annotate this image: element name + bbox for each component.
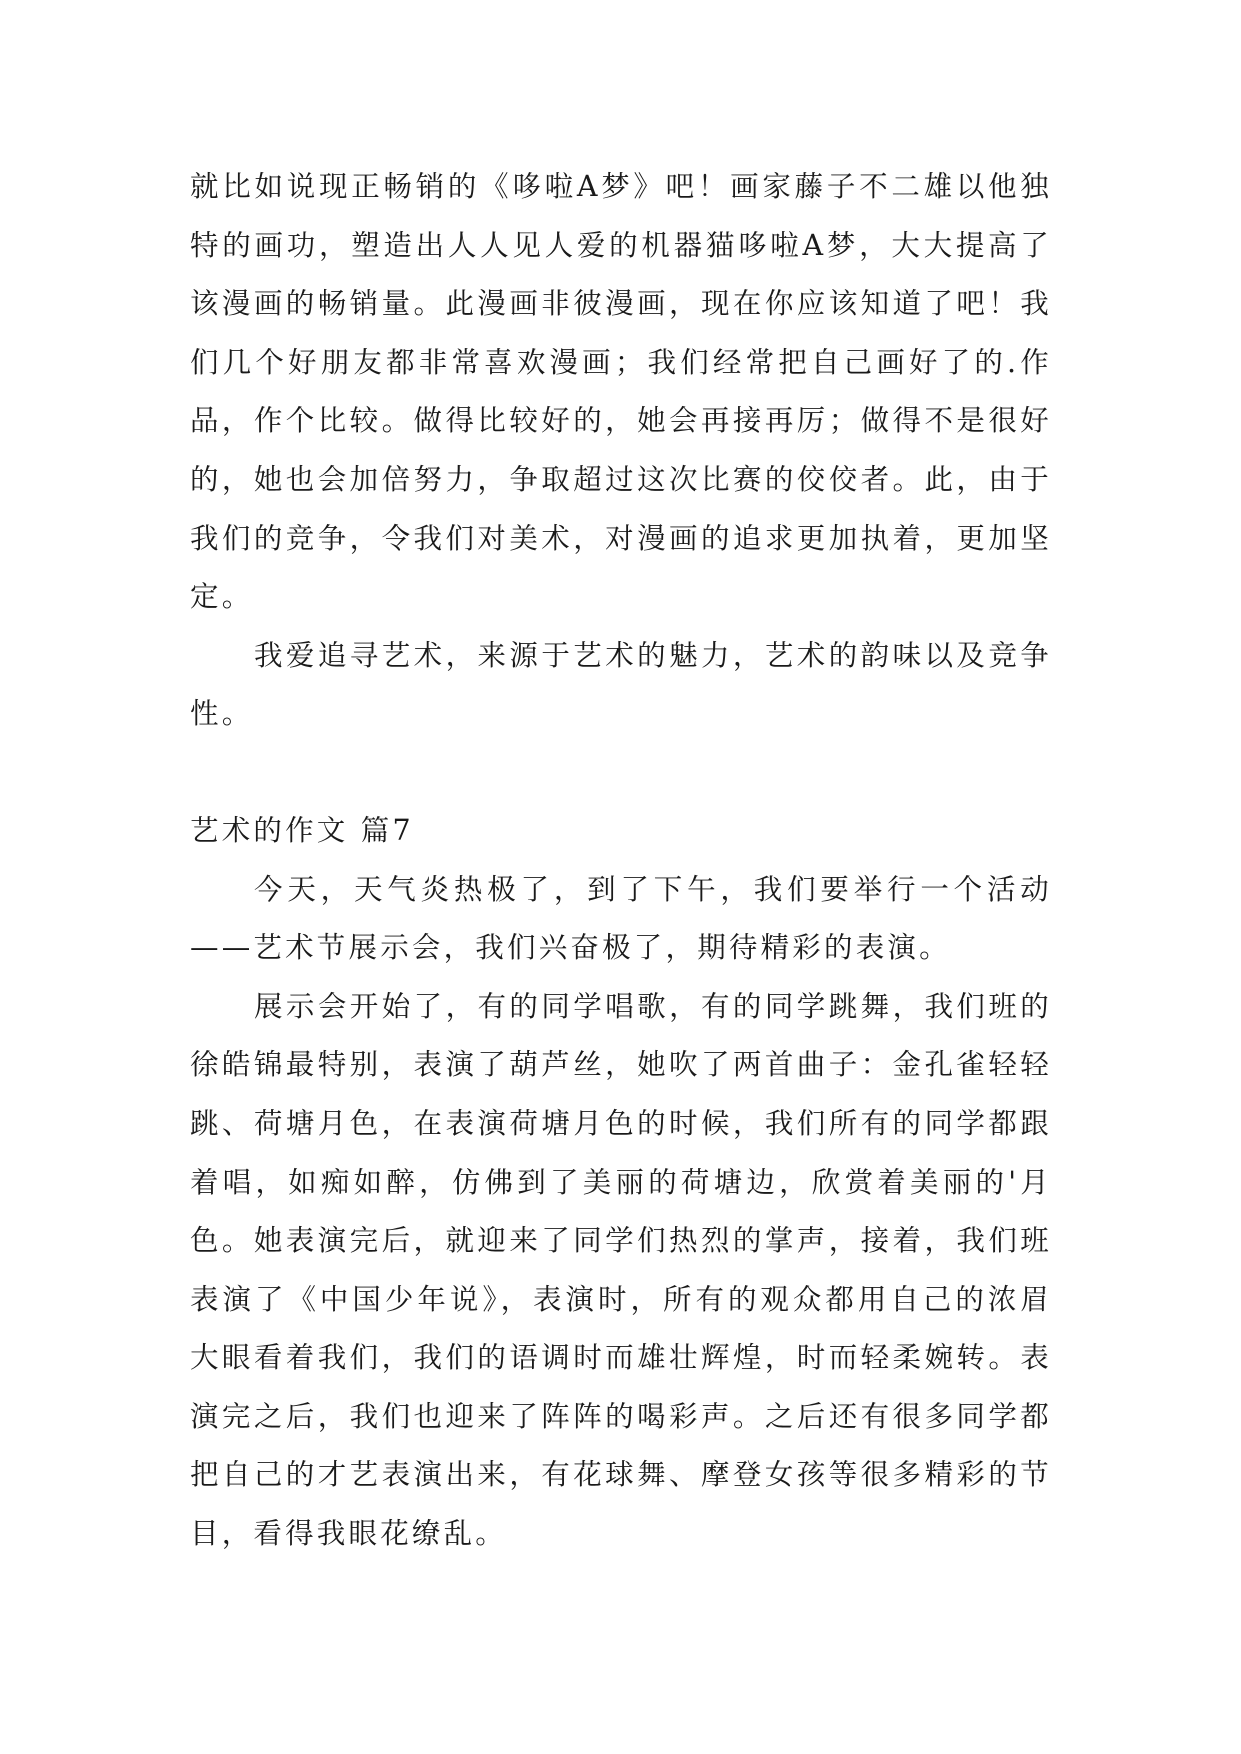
document-body — [190, 158, 1052, 1564]
section-gap — [190, 744, 1052, 802]
paragraph-art-festival: 今天，天气炎热极了，到了下午，我们要举行一个活动——艺术节展示会，我们兴奋极了，期待精彩的表演。 — [190, 872, 1052, 965]
paragraph-performance: 展示会开始了，有的同学唱歌，有的同学跳舞，我们班的徐皓锦最特别，表演了葫芦丝，她吹了两首曲子：金孔雀轻轻跳、荷塘月色，在表演荷塘月色的时候，我们所有的同学都跟着唱，如痴如醉，仿佛到了美丽的荷塘边，欣赏着美丽的'月色。她表演完后，就迎来了同学们热烈的掌声，接着，我们班表演了《中国少年说》，表演时，所有的观众都用自己的浓眉大眼看着我们，我们的语调时而雄壮辉煌，时而轻柔婉转。表演完之后，我们也迎来了阵阵的喝彩声。之后还有很多同学都把自己的才艺表演出来，有花球舞、摩登女孩等很多精彩的节目，看得我眼花缭乱。 — [190, 989, 1052, 1551]
paragraph-manga: 就比如说现正畅销的《哆啦A梦》吧！画家藤子不二雄以他独特的画功，塑造出人人见人爱的机器猫哆啦A梦，大大提高了该漫画的畅销量。此漫画非彼漫画，现在你应该知道了吧！我们几个好朋友都非常喜欢漫画；我们经常把自己画好了的.作品，作个比较。做得比较好的，她会再接再厉；做得不是很好的，她也会加倍努力，争取超过这次比赛的佼佼者。此，由于我们的竞争，令我们对美术，对漫画的追求更加执着，更加坚定。 — [190, 170, 1052, 614]
section-heading: 艺术的作文 篇7 — [190, 813, 414, 847]
paragraph-art-charm: 我爱追寻艺术，来源于艺术的魅力，艺术的韵味以及竞争性。 — [190, 638, 1052, 731]
